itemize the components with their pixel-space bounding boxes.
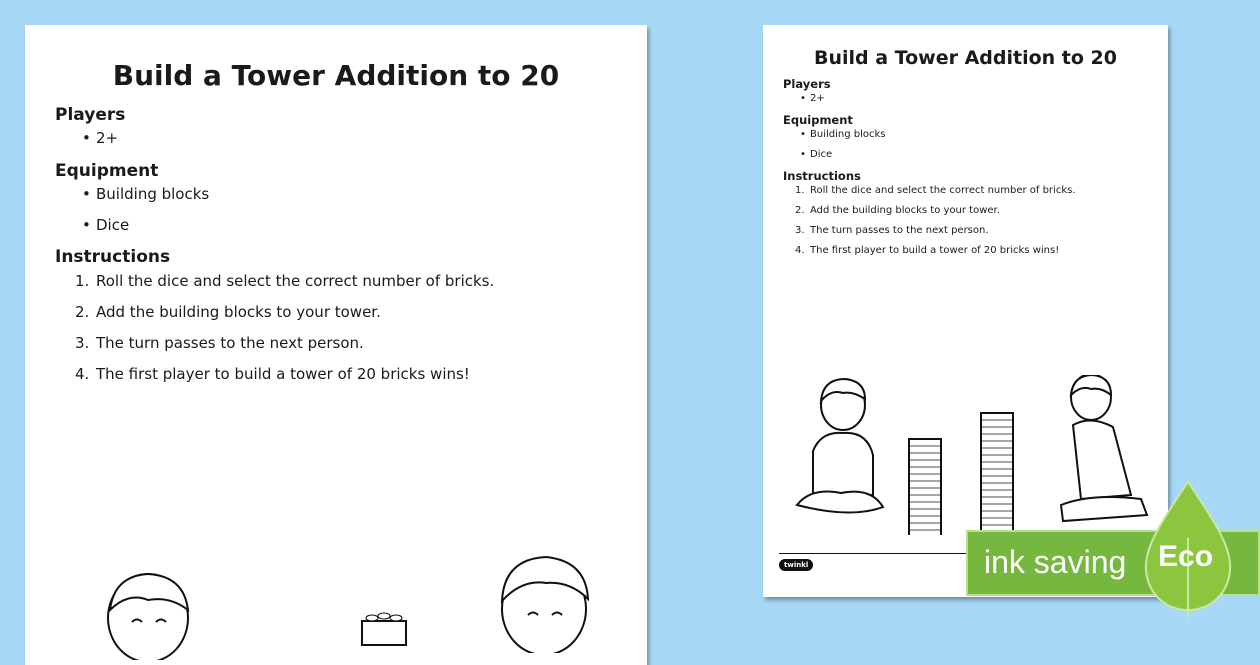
instruction-number: 2. xyxy=(75,303,90,321)
equipment-heading: Equipment xyxy=(55,161,159,181)
worksheet-large xyxy=(25,25,647,665)
twinkl-logo: twinkl xyxy=(779,559,813,571)
instruction-step: The turn passes to the next person. xyxy=(96,334,364,352)
brick-lines xyxy=(763,25,1168,597)
players-item: • 2+ xyxy=(96,129,118,147)
instruction-number: 3. xyxy=(75,334,90,352)
instruction-step: Add the building blocks to your tower. xyxy=(810,205,1000,216)
eco-label: Eco xyxy=(1158,540,1214,573)
equipment-item: • Building blocks xyxy=(96,185,209,203)
equipment-item: • Dice xyxy=(96,216,129,234)
instruction-number: 3. xyxy=(795,225,805,236)
instructions-heading: Instructions xyxy=(783,169,861,183)
instruction-number: 1. xyxy=(795,185,805,196)
instruction-step: The first player to build a tower of 20 bricks wins! xyxy=(96,365,470,383)
instruction-number: 2. xyxy=(795,205,805,216)
worksheet-small xyxy=(763,25,1168,597)
boy-right-illustration xyxy=(490,553,600,653)
instruction-step: Add the building blocks to your tower. xyxy=(96,303,381,321)
brick-tower-icon xyxy=(358,607,414,647)
players-item: • 2+ xyxy=(810,93,825,104)
instruction-number: 1. xyxy=(75,272,90,290)
players-heading: Players xyxy=(55,105,126,125)
instruction-number: 4. xyxy=(75,365,90,383)
equipment-item: • Building blocks xyxy=(810,129,886,140)
equipment-heading: Equipment xyxy=(783,113,853,127)
instruction-number: 4. xyxy=(795,245,805,256)
boy-left-illustration xyxy=(100,570,200,660)
instruction-step: Roll the dice and select the correct number of bricks. xyxy=(96,272,495,290)
equipment-item: • Dice xyxy=(810,149,832,160)
worksheet-title: Build a Tower Addition to 20 xyxy=(814,47,1117,69)
instruction-step: Roll the dice and select the correct number of bricks. xyxy=(810,185,1076,196)
players-heading: Players xyxy=(783,77,831,91)
instruction-step: The first player to build a tower of 20 bricks wins! xyxy=(810,245,1060,256)
ink-saving-text: ink saving xyxy=(984,544,1127,580)
instruction-step: The turn passes to the next person. xyxy=(810,225,989,236)
worksheet-title: Build a Tower Addition to 20 xyxy=(112,59,560,92)
instructions-heading: Instructions xyxy=(55,247,171,267)
